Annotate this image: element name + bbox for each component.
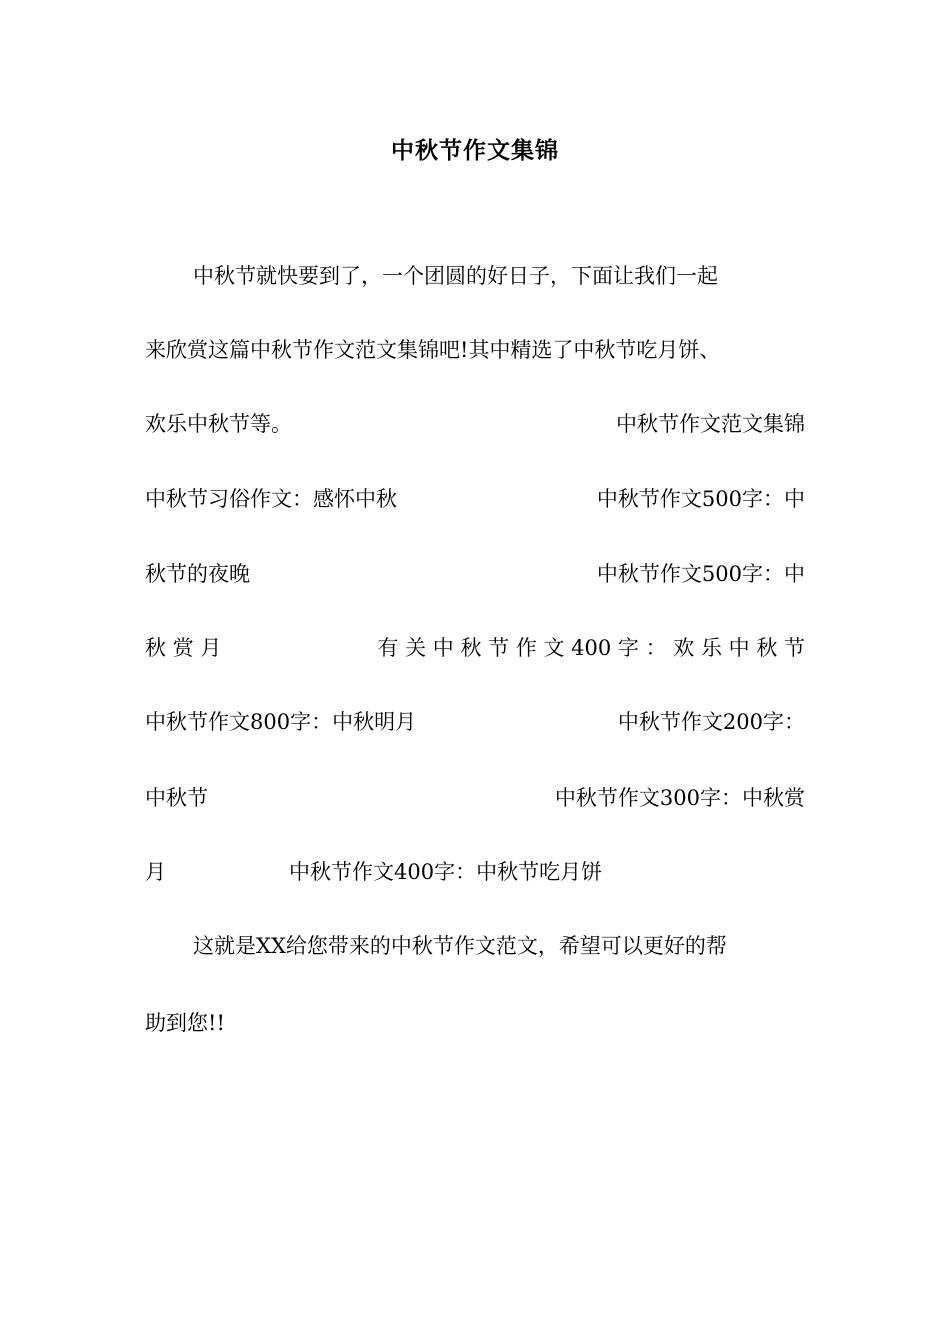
intro-line-1	[145, 259, 805, 293]
article-link-500-night-cont[interactable]: 秋节的夜晚	[145, 562, 250, 586]
article-link-200-cont[interactable]: 中秋节	[145, 786, 208, 810]
closing-line-2	[145, 1006, 805, 1040]
article-link-customs[interactable]: 中秋节习俗作文：感怀中秋	[145, 487, 397, 511]
closing-text-2: 助到您!!	[145, 1011, 225, 1035]
article-line-2	[145, 557, 805, 591]
intro-text-1: 中秋节就快要到了，一个团圆的好日子，下面让我们一起	[193, 264, 718, 288]
article-line-4	[145, 705, 805, 739]
intro-line-2	[145, 333, 805, 367]
article-link-500-moon[interactable]: 中秋节作文500字：中	[596, 562, 805, 586]
article-line-5	[145, 781, 805, 815]
article-link-300-cont[interactable]: 月	[145, 860, 166, 884]
article-link-300[interactable]: 中秋节作文300字：中秋赏	[554, 786, 805, 810]
closing-text-1: 这就是XX给您带来的中秋节作文范文，希望可以更好的帮	[193, 934, 727, 958]
article-line-3	[145, 631, 805, 665]
collection-heading-link[interactable]: 中秋节作文范文集锦	[616, 412, 805, 436]
article-link-400-happy[interactable]: 有 关 中 秋 节 作 文 400 字 ： 欢 乐 中 秋 节	[377, 636, 805, 660]
article-line-1	[145, 482, 805, 516]
article-link-400-mooncake[interactable]: 中秋节作文400字：中秋节吃月饼	[289, 860, 603, 884]
article-link-500-moon-cont[interactable]: 秋 赏 月	[145, 636, 222, 660]
article-link-500-night[interactable]: 中秋节作文500字：中	[596, 487, 805, 511]
document-title: 中秋节作文集锦	[391, 137, 559, 164]
closing-line-1	[145, 929, 805, 963]
intro-line-3	[145, 407, 805, 441]
article-line-6	[145, 855, 805, 889]
article-link-200[interactable]: 中秋节作文200字：	[617, 710, 805, 734]
intro-text-3: 欢乐中秋节等。	[145, 412, 292, 436]
article-link-800[interactable]: 中秋节作文800字：中秋明月	[145, 710, 417, 734]
intro-text-2: 来欣赏这篇中秋节作文范文集锦吧!其中精选了中秋节吃月饼、	[145, 338, 721, 362]
